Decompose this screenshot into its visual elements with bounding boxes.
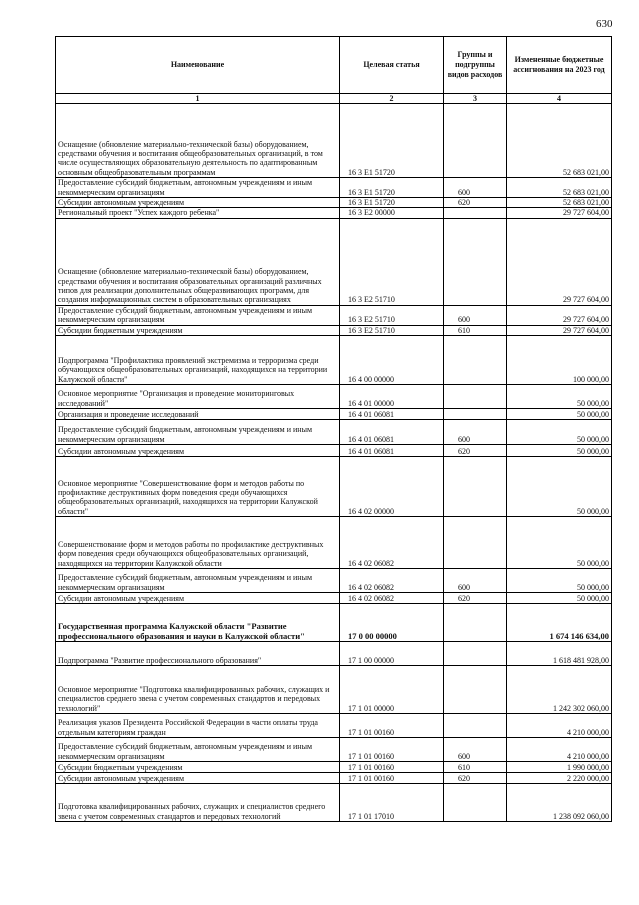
table-row: [56, 419, 612, 444]
row-code: 16 4 02 00000: [340, 456, 444, 516]
table-row: [56, 761, 612, 772]
row-amount: 50 000,00: [507, 408, 612, 419]
row-amount: 50 000,00: [507, 516, 612, 568]
header-target: Целевая статья: [340, 37, 444, 94]
row-group: [444, 641, 507, 665]
row-amount: 1 242 302 060,00: [507, 665, 612, 713]
row-amount: 1 238 092 060,00: [507, 783, 612, 821]
row-group: 600: [444, 178, 507, 198]
table-row: [56, 325, 612, 335]
row-group: 600: [444, 419, 507, 444]
row-group: [444, 408, 507, 419]
row-name: Подпрограмма "Профилактика проявлений экстремизма и терроризма среди обучающихся общеобразовательных организаций, находящихся на территории Калужской области": [56, 335, 340, 384]
row-amount: 50 000,00: [507, 444, 612, 456]
row-name: Субсидии автономным учреждениям: [56, 444, 340, 456]
row-name: Предоставление субсидий бюджетным, автономным учреждениям и иным некоммерческим организациям: [56, 419, 340, 444]
table-row: [56, 178, 612, 198]
row-name: Предоставление субсидий бюджетным, автономным учреждениям и иным некоммерческим организациям: [56, 737, 340, 761]
row-group: [444, 104, 507, 178]
table-row: [56, 408, 612, 419]
table-row: [56, 713, 612, 737]
row-amount: 50 000,00: [507, 419, 612, 444]
row-amount: 1 990 000,00: [507, 761, 612, 772]
row-group: [444, 713, 507, 737]
table-row: [56, 603, 612, 641]
row-name: Субсидии автономным учреждениям: [56, 772, 340, 783]
row-name: Реализация указов Президента Российской Федерации в части оплаты труда отдельным категориям граждан: [56, 713, 340, 737]
row-group: 610: [444, 325, 507, 335]
row-code: 16 4 01 06081: [340, 419, 444, 444]
row-group: [444, 335, 507, 384]
row-amount: 100 000,00: [507, 335, 612, 384]
header-groups: Группы и подгруппы видов расходов: [444, 37, 507, 94]
row-amount: 50 000,00: [507, 568, 612, 592]
row-code: 17 1 01 17010: [340, 783, 444, 821]
row-name: Подпрограмма "Развитие профессионального образования": [56, 641, 340, 665]
row-amount: 50 000,00: [507, 384, 612, 408]
row-name: Организация и проведение исследований: [56, 408, 340, 419]
row-group: 620: [444, 198, 507, 208]
row-code: 16 3 E2 51710: [340, 218, 444, 305]
row-code: 16 3 E2 51710: [340, 305, 444, 325]
table-row: [56, 641, 612, 665]
row-code: 17 0 00 00000: [340, 603, 444, 641]
table-row: [56, 104, 612, 178]
table-row: [56, 772, 612, 783]
row-name: Предоставление субсидий бюджетным, автономным учреждениям и иным некоммерческим организациям: [56, 568, 340, 592]
row-group: 610: [444, 761, 507, 772]
row-amount: 1 618 481 928,00: [507, 641, 612, 665]
table-row: [56, 456, 612, 516]
row-amount: 1 674 146 634,00: [507, 603, 612, 641]
row-amount: 50 000,00: [507, 456, 612, 516]
row-name: Предоставление субсидий бюджетным, автономным учреждениям и иным некоммерческим организациям: [56, 178, 340, 198]
row-group: 600: [444, 568, 507, 592]
row-name: Подготовка квалифицированных рабочих, служащих и специалистов среднего звена с учетом современных стандартов и передовых технологий: [56, 783, 340, 821]
table-row: [56, 384, 612, 408]
table-row: [56, 516, 612, 568]
header-num-4: 4: [507, 94, 612, 104]
row-code: 16 3 E1 51720: [340, 178, 444, 198]
row-code: 17 1 01 00160: [340, 737, 444, 761]
page-number: 630: [596, 18, 613, 30]
table-row: [56, 568, 612, 592]
header-num-2: 2: [340, 94, 444, 104]
row-name: Основное мероприятие "Совершенствование форм и методов работы по профилактике деструктивных форм поведения среди обучающихся общеобразовательных организаций, находящихся на территории Калужской области": [56, 456, 340, 516]
row-name: Субсидии автономным учреждениям: [56, 198, 340, 208]
row-code: 16 4 01 06081: [340, 444, 444, 456]
row-amount: 4 210 000,00: [507, 737, 612, 761]
row-group: 600: [444, 305, 507, 325]
row-amount: 2 220 000,00: [507, 772, 612, 783]
header-num-1: 1: [56, 94, 340, 104]
row-amount: 29 727 604,00: [507, 325, 612, 335]
row-group: 620: [444, 772, 507, 783]
row-code: 16 3 E2 00000: [340, 208, 444, 218]
row-name: Государственная программа Калужской области "Развитие профессионального образования и науки в Калужской области": [56, 603, 340, 641]
header-name: Наименование: [56, 37, 340, 94]
row-code: 17 1 01 00160: [340, 713, 444, 737]
row-name: Субсидии бюджетным учреждениям: [56, 325, 340, 335]
row-amount: 52 683 021,00: [507, 178, 612, 198]
row-code: 16 4 01 06081: [340, 408, 444, 419]
table-row: [56, 208, 612, 218]
row-name: Субсидии бюджетным учреждениям: [56, 761, 340, 772]
row-amount: 52 683 021,00: [507, 198, 612, 208]
row-code: 16 4 01 00000: [340, 384, 444, 408]
header-num-3: 3: [444, 94, 507, 104]
table-row: [56, 444, 612, 456]
row-group: [444, 783, 507, 821]
row-code: 16 3 E2 51710: [340, 325, 444, 335]
row-code: 16 4 02 06082: [340, 516, 444, 568]
row-amount: 29 727 604,00: [507, 218, 612, 305]
row-amount: 29 727 604,00: [507, 208, 612, 218]
row-name: Субсидии автономным учреждениям: [56, 592, 340, 603]
row-group: [444, 603, 507, 641]
row-group: 620: [444, 592, 507, 603]
row-name: Оснащение (обновление материально-технической базы) оборудованием, средствами обучения и воспитания общеобразовательных организаций, в том числе осуществляющих образовательную деятельность по адаптированным основным общеобразовательным программам: [56, 104, 340, 178]
row-code: 16 4 00 00000: [340, 335, 444, 384]
row-group: [444, 456, 507, 516]
row-name: Предоставление субсидий бюджетным, автономным учреждениям и иным некоммерческим организациям: [56, 305, 340, 325]
row-code: 17 1 00 00000: [340, 641, 444, 665]
budget-table: [55, 36, 612, 822]
table-row: [56, 305, 612, 325]
row-name: Региональный проект "Успех каждого ребенка": [56, 208, 340, 218]
row-name: Совершенствование форм и методов работы по профилактике деструктивных форм поведения среди обучающихся общеобразовательных организаций, находящихся на территории Калужской области: [56, 516, 340, 568]
row-code: 17 1 01 00160: [340, 761, 444, 772]
row-name: Основное мероприятие "Организация и проведение мониторинговых исследований": [56, 384, 340, 408]
row-group: [444, 218, 507, 305]
table-row: [56, 592, 612, 603]
table-row: [56, 218, 612, 305]
row-group: [444, 384, 507, 408]
row-code: 16 3 E1 51720: [340, 104, 444, 178]
row-code: 17 1 01 00000: [340, 665, 444, 713]
table-row: [56, 198, 612, 208]
table-row: [56, 335, 612, 384]
row-group: 620: [444, 444, 507, 456]
table-row: [56, 737, 612, 761]
row-code: 16 4 02 06082: [340, 568, 444, 592]
row-code: 16 3 E1 51720: [340, 198, 444, 208]
row-name: Оснащение (обновление материально-технической базы) оборудованием, средствами обучения и воспитания образовательных организаций различных типов для реализации дополнительных общеразвивающих программ, для создания информационных систем в образовательных организациях: [56, 218, 340, 305]
row-name: Основное мероприятие "Подготовка квалифицированных рабочих, служащих и специалистов среднего звена с учетом современных стандартов и передовых технологий": [56, 665, 340, 713]
row-group: 600: [444, 737, 507, 761]
row-group: [444, 665, 507, 713]
row-code: 16 4 02 06082: [340, 592, 444, 603]
row-amount: 50 000,00: [507, 592, 612, 603]
row-group: [444, 208, 507, 218]
header-amount: Измененные бюджетные ассигнования на 2023 год: [507, 37, 612, 94]
row-code: 17 1 01 00160: [340, 772, 444, 783]
row-amount: 29 727 604,00: [507, 305, 612, 325]
row-amount: 4 210 000,00: [507, 713, 612, 737]
row-group: [444, 516, 507, 568]
table-row: [56, 665, 612, 713]
table-row: [56, 783, 612, 821]
row-amount: 52 683 021,00: [507, 104, 612, 178]
